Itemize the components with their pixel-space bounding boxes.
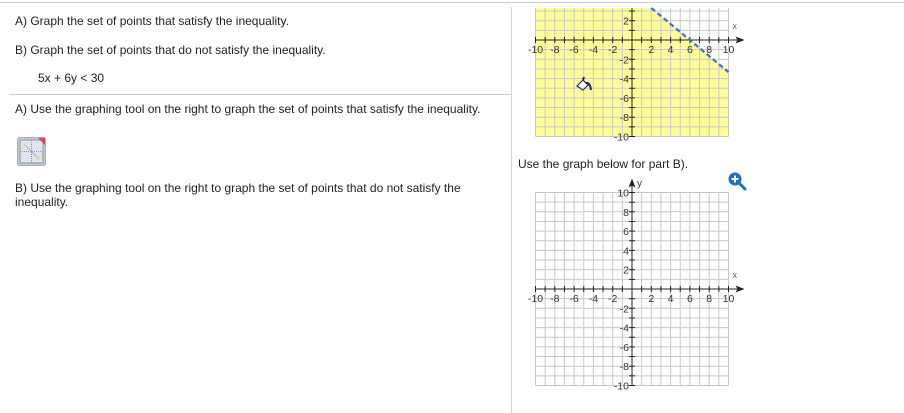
- y-tick-label: -6: [619, 92, 629, 105]
- y-tick-label: 8: [623, 206, 629, 219]
- task-part-a: A) Use the graphing tool on the right to graph the set of points that satisfy the inequality.: [15, 102, 481, 116]
- panel-divider: [511, 7, 512, 413]
- y-tick-label: -4: [619, 73, 629, 86]
- y-tick-label: 2: [623, 264, 629, 277]
- x-tick-label: 8: [706, 293, 713, 305]
- x-tick-label: 6: [686, 293, 693, 305]
- y-axis-label: y: [637, 178, 642, 190]
- inequality: 5x + 6y < 30: [38, 71, 105, 85]
- x-axis-label: x: [732, 270, 737, 280]
- y-tick-label: 6: [623, 226, 629, 239]
- y-tick-label: -8: [619, 112, 629, 125]
- x-tick-label: -6: [569, 293, 579, 305]
- x-tick-label: 10: [722, 293, 735, 305]
- graph-b-caption: Use the graph below for part B).: [518, 157, 689, 171]
- y-tick-label: -10: [613, 380, 629, 393]
- y-tick-label: -4: [619, 322, 629, 335]
- graph-part-a[interactable]: [515, 7, 755, 152]
- x-tick-label: -8: [550, 293, 560, 305]
- x-tick-label: 6: [686, 44, 693, 56]
- x-tick-label: -4: [588, 44, 599, 56]
- x-tick-label: 4: [667, 293, 674, 305]
- y-tick-label: -6: [619, 341, 629, 354]
- task-part-b: B) Use the graphing tool on the right to graph the set of points that do not satisfy the inequality.: [15, 181, 461, 209]
- x-tick-label: 2: [648, 293, 655, 305]
- y-tick-label: 4: [623, 245, 629, 258]
- x-tick-label: 4: [667, 44, 674, 56]
- x-tick-label: 10: [722, 44, 735, 56]
- x-tick-label: -10: [527, 293, 544, 305]
- y-tick-label: 2: [623, 15, 629, 28]
- graph-line-tool-icon: [17, 137, 46, 166]
- top-border: [0, 2, 904, 3]
- y-tick-label: -2: [619, 54, 629, 67]
- x-tick-label: 8: [706, 44, 713, 56]
- graph-line-tool-button[interactable]: [17, 137, 46, 166]
- x-axis-label: x: [732, 21, 737, 31]
- x-tick-label: -4: [588, 293, 599, 305]
- graph-part-b[interactable]: [515, 172, 755, 407]
- instruction-part-b: B) Graph the set of points that do not satisfy the inequality.: [15, 43, 326, 57]
- instruction-part-a: A) Graph the set of points that satisfy the inequality.: [15, 14, 289, 28]
- graph-b-canvas[interactable]: [515, 172, 755, 402]
- x-tick-label: -10: [527, 44, 544, 56]
- y-tick-label: -10: [613, 131, 629, 144]
- x-tick-label: -6: [569, 44, 579, 56]
- section-divider: [9, 94, 511, 95]
- y-tick-label: 10: [617, 187, 629, 200]
- x-tick-label: -2: [608, 44, 618, 56]
- x-tick-label: -2: [608, 293, 618, 305]
- y-tick-label: -8: [619, 361, 629, 374]
- x-tick-label: 2: [648, 44, 655, 56]
- y-tick-label: -2: [619, 303, 629, 316]
- x-tick-label: -8: [550, 44, 560, 56]
- graph-a-canvas[interactable]: [515, 7, 755, 147]
